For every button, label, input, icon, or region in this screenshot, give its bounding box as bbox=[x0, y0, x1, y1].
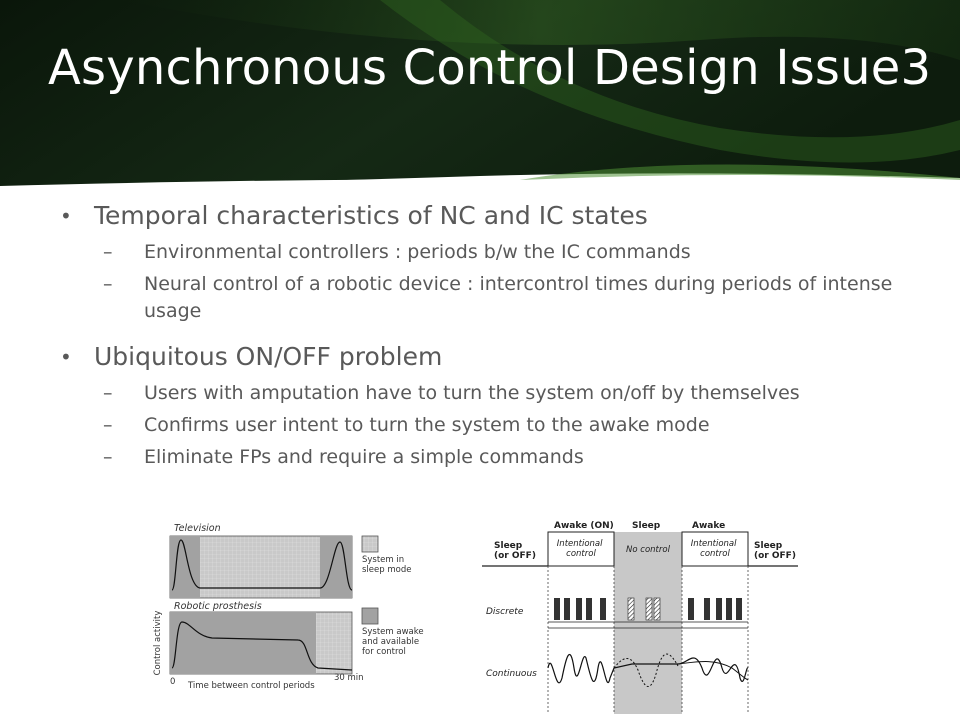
sub-bullet-confirms bbox=[60, 412, 904, 439]
box-label-no-control: No control bbox=[626, 545, 670, 555]
box-label: Intentional control bbox=[556, 539, 603, 559]
title-banner bbox=[0, 0, 960, 192]
state-label-sleep-off: Sleep (or OFF) bbox=[494, 541, 536, 561]
awake-region bbox=[170, 536, 200, 598]
sub-bullet-text: Confirms user intent to turn the system to the awake mode bbox=[144, 414, 710, 436]
sub-bullet-amputation bbox=[60, 380, 904, 407]
bullet-text: Ubiquitous ON/OFF problem bbox=[94, 342, 443, 371]
label-robotic-prosthesis: Robotic prosthesis bbox=[174, 601, 262, 612]
sub-bullet-environmental bbox=[60, 239, 904, 266]
sub-bullet-text: Environmental controllers : periods b/w the IC commands bbox=[144, 241, 691, 263]
state-label-sleep-off-right: Sleep (or OFF) bbox=[754, 541, 796, 561]
bullet-list bbox=[60, 196, 920, 471]
sub-bullet-eliminate bbox=[60, 444, 904, 471]
dash-icon: – bbox=[103, 446, 113, 468]
bullet-text: Temporal characteristics of NC and IC states bbox=[94, 201, 648, 230]
sub-bullet-text: Eliminate FPs and require a simple commands bbox=[144, 446, 584, 468]
sub-bullet-neural-control bbox=[60, 271, 904, 325]
legend-sleep: System in sleep mode bbox=[362, 555, 412, 575]
bullet-temporal bbox=[60, 198, 920, 234]
slide-title: Asynchronous Control Design Issue3 bbox=[48, 40, 932, 96]
x-axis-start: 0 bbox=[170, 677, 176, 687]
figures bbox=[148, 518, 808, 714]
dash-icon: – bbox=[103, 414, 113, 436]
x-axis-label: Time between control periods bbox=[188, 681, 315, 691]
row-label-discrete: Discrete bbox=[486, 607, 524, 617]
sub-bullet-text: Neural control of a robotic device : intercontrol times during periods of intense usage bbox=[144, 273, 893, 322]
legend-swatch-sleep bbox=[362, 536, 378, 552]
box-label: Intentional control bbox=[690, 539, 737, 559]
y-axis-label: Control activity bbox=[153, 610, 163, 676]
legend-awake: System awake and available for control bbox=[362, 627, 424, 657]
figure-control-activity bbox=[148, 518, 428, 714]
sub-bullet-text: Users with amputation have to turn the system on/off by themselves bbox=[144, 382, 800, 404]
dash-icon: – bbox=[103, 382, 113, 404]
awake-region bbox=[170, 612, 316, 674]
bullet-dot-icon: • bbox=[60, 345, 72, 369]
x-axis-end: 30 min bbox=[334, 673, 364, 683]
bullet-dot-icon: • bbox=[60, 204, 72, 228]
bullet-on-off bbox=[60, 339, 920, 375]
figure-sleep-awake-states bbox=[482, 518, 808, 714]
legend-swatch-awake bbox=[362, 608, 378, 624]
row-label-continuous: Continuous bbox=[486, 669, 537, 679]
dash-icon: – bbox=[103, 241, 113, 263]
state-label-sleep: Sleep bbox=[632, 521, 661, 531]
state-label-awake-on: Awake (ON) bbox=[554, 521, 614, 531]
state-label-awake: Awake bbox=[692, 521, 726, 531]
awake-region bbox=[320, 536, 352, 598]
dash-icon: – bbox=[103, 273, 113, 295]
label-television: Television bbox=[174, 523, 221, 534]
banner-background bbox=[0, 0, 960, 192]
